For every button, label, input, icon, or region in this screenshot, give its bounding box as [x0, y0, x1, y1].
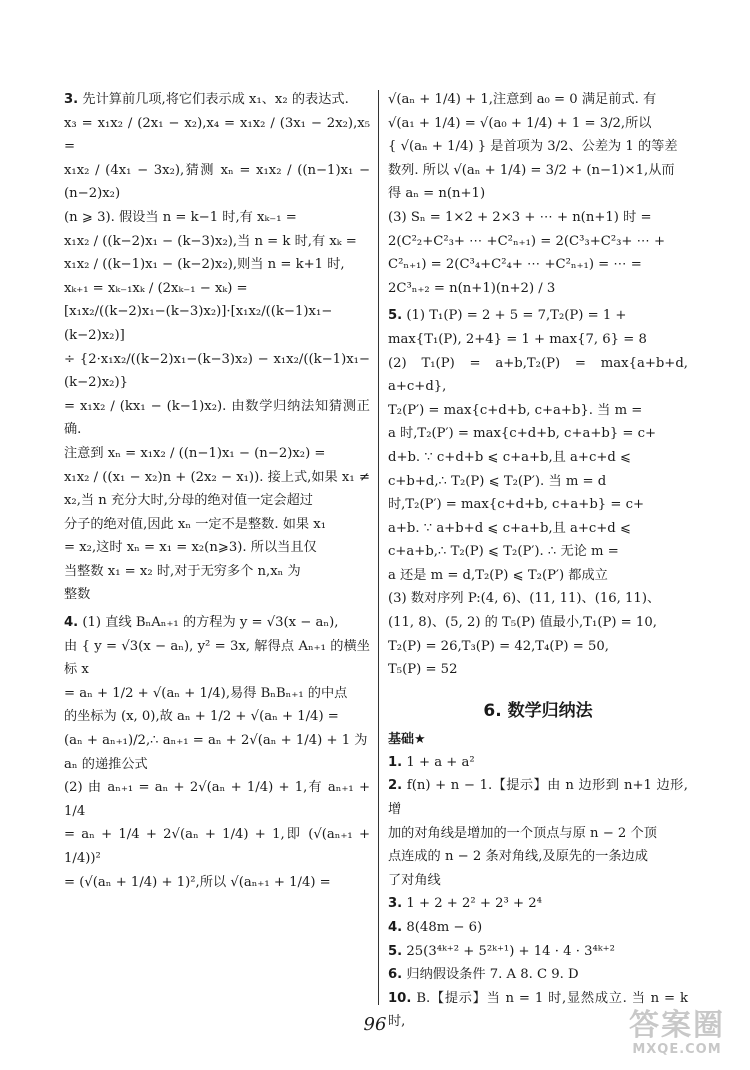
answer-3-line: [x₁x₂/((k−2)x₁−(k−3)x₂)]·[x₁x₂/((k−1)x₁−(k−2)x₂)]: [64, 304, 333, 343]
answer-4-line: 由 { y = √3(x − aₙ), y² = 3x, 解得点 Aₙ₊₁ 的横坐标 x: [64, 638, 370, 678]
right-column: [388, 88, 688, 1034]
answer-5-line: a+b. ∵ a+b+d ⩽ c+a+b,且 a+c+d ⩽: [388, 520, 631, 536]
basic-answers: [388, 751, 688, 1034]
answer-4-line: (2) 由 aₙ₊₁ = aₙ + 2√(aₙ + 1/4) + 1,有 aₙ₊₁ + 1/4: [64, 780, 370, 819]
answer-3-line: ÷ {2·x₁x₂/((k−2)x₁−(k−3)x₂) − x₁x₂/((k−1)x₁−(k−2)x₂)}: [64, 351, 370, 391]
answer-text: 归纳假设条件 7. A 8. C 9. D: [406, 967, 579, 983]
answer-3-line: = x₂,这时 xₙ = x₁ = x₂(n⩾3). 所以当且仅: [64, 540, 317, 556]
answer-4-line: = (√(aₙ + 1/4) + 1)²,所以 √(aₙ₊₁ + 1/4) =: [64, 874, 331, 890]
answer-text: (1) 直线 BₙAₙ₊₁ 的方程为 y = √3(x − aₙ),: [82, 615, 339, 631]
answer-4-line: 数列. 所以 √(aₙ + 1/4) = 3/2 + (n−1)×1,从而: [388, 162, 675, 178]
basic-answer-3: [388, 892, 688, 916]
basic-answer-4: [388, 916, 688, 940]
answer-text: 1 + a + a²: [406, 754, 475, 770]
answer-5-line: T₂(P′) = max{c+d+b, c+a+b}. 当 m =: [388, 402, 643, 418]
answer-text: f(n) + n − 1.【提示】由 n 边形到 n+1 边形,增: [388, 778, 688, 818]
answer-3-line: (n ⩾ 3). 假设当 n = k−1 时,有 xₖ₋₁ =: [64, 209, 297, 225]
answer-number: 4.: [388, 920, 403, 935]
answer-5-line: (2) T₁(P) = a+b,T₂(P) = max{a+b+d, a+c+d},: [388, 355, 688, 395]
answer-number: 3.: [388, 896, 403, 912]
answer-text: 8(48m − 6): [406, 920, 483, 935]
answer-3-line: x₂,当 n 充分大时,分母的绝对值一定会超过: [64, 493, 313, 509]
page-number: 96: [363, 1014, 387, 1035]
answer-number: 2.: [388, 778, 403, 794]
answer-5-line: max{T₁(P), 2+4} = 1 + max{7, 6} = 8: [388, 331, 647, 347]
left-column: [64, 88, 370, 894]
answer-4-continued: [388, 88, 688, 300]
answer-3-line: 分子的绝对值,因此 xₙ 一定不是整数. 如果 x₁: [64, 516, 327, 532]
answer-5-line: c+b+d,∴ T₂(P) ⩽ T₂(P′). 当 m = d: [388, 473, 607, 489]
answer-4-line: √(a₁ + 1/4) = √(a₀ + 1/4) + 1 = 3/2,所以: [388, 115, 652, 131]
answer-5-line: c+a+b,∴ T₂(P) ⩽ T₂(P′). ∴ 无论 m =: [388, 544, 619, 560]
answer-3-line: 注意到 xₙ = x₁x₂ / ((n−1)x₁ − (n−2)x₂) =: [64, 445, 326, 461]
answer-3-line: x₁x₂ / (4x₁ − 3x₂),猜测 xₙ = x₁x₂ / ((n−1)x₁ − (n−2)x₂): [64, 162, 370, 202]
basic-answer-5: [388, 940, 688, 964]
column-divider: [378, 90, 379, 1005]
answer-5-line: T₂(P) = 26,T₃(P) = 42,T₄(P) = 50,: [388, 638, 609, 654]
answer-4: [64, 611, 370, 894]
answer-3: [64, 88, 370, 607]
answer-number: 3.: [64, 92, 79, 107]
answer-5-line: a 时,T₂(P′) = max{c+d+b, c+a+b} = c+: [388, 426, 657, 442]
answer-3-line: = x₁x₂ / (kx₁ − (k−1)x₂). 由数学归纳法知猜测正确.: [64, 398, 370, 438]
answer-text: (1) T₁(P) = 2 + 5 = 7,T₂(P) = 1 +: [406, 308, 627, 324]
answer-number: 5.: [388, 943, 403, 959]
answer-4-line: [64, 611, 370, 635]
basic-answer-1: [388, 751, 688, 775]
watermark-logo: [608, 1010, 746, 1064]
answer-4-line: 的坐标为 (x, 0),故 aₙ + 1/2 + √(aₙ + 1/4) =: [64, 709, 339, 725]
answer-text: 1 + 2 + 2² + 2³ + 2⁴: [406, 896, 542, 912]
answer-5-line: (3) 数对序列 P:(4, 6)、(11, 11)、(16, 11)、: [388, 591, 661, 607]
section-title: 6. 数学归纳法: [483, 700, 593, 721]
basic-answer-2-line: 了对角线: [388, 872, 441, 888]
answer-4-line: = aₙ + 1/4 + 2√(aₙ + 1/4) + 1,即 (√(aₙ₊₁ + 1/4))²: [64, 827, 370, 866]
answer-4-line: 得 aₙ = n(n+1): [388, 186, 486, 202]
answer-3-line: x₁x₂ / ((k−1)x₁ − (k−2)x₂),则当 n = k+1 时,: [64, 257, 345, 273]
answer-4-line: (3) Sₙ = 1×2 + 2×3 + ⋯ + n(n+1) 时 =: [388, 209, 652, 225]
answer-4-line: C²ₙ₊₁) = 2(C³₄+C²₄+ ⋯ +C²ₙ₊₁) = ⋯ =: [388, 257, 642, 273]
watermark-url: MXQE.COM: [632, 1042, 722, 1057]
answer-5-line: d+b. ∵ c+d+b ⩽ c+a+b,且 a+c+d ⩽: [388, 449, 632, 465]
basic-answer-6: [388, 963, 688, 987]
answer-3-line: x₁x₂ / ((k−2)x₁ − (k−3)x₂),当 n = k 时,有 xₖ =: [64, 233, 357, 249]
section-subhead: 基础★: [388, 731, 426, 747]
answer-4-line: 2(C²₂+C²₃+ ⋯ +C²ₙ₊₁) = 2(C³₃+C²₃+ ⋯ +: [388, 233, 666, 249]
answer-number: 10.: [388, 990, 412, 1006]
answer-4-line: (aₙ + aₙ₊₁)/2,∴ aₙ₊₁ = aₙ + 2√(aₙ + 1/4) + 1 为: [64, 733, 368, 749]
basic-answer-2: [388, 774, 688, 821]
answer-3-line: [64, 88, 370, 112]
watermark-text: 答案圈: [629, 1008, 725, 1043]
answer-4-line: 2C³ₙ₊₂ = n(n+1)(n+2) / 3: [388, 280, 556, 296]
answer-5-line: a 还是 m = d,T₂(P) ⩽ T₂(P′) 都成立: [388, 567, 608, 583]
answer-text: 先计算前几项,将它们表示成 x₁、x₂ 的表达式.: [82, 92, 349, 107]
answer-text: B.【提示】当 n = 1 时,显然成立. 当 n = k 时,: [388, 990, 688, 1030]
answer-4-line: √(aₙ + 1/4) + 1,注意到 a₀ = 0 满足前式. 有: [388, 92, 657, 107]
answer-5-line: 时,T₂(P′) = max{c+d+b, c+a+b} = c+: [388, 497, 645, 513]
answer-5-line: (11, 8)、(5, 2) 的 T₅(P) 值最小,T₁(P) = 10,: [388, 615, 657, 631]
answer-4-line: = aₙ + 1/2 + √(aₙ + 1/4),易得 BₙBₙ₊₁ 的中点: [64, 685, 348, 701]
answer-number: 5.: [388, 308, 403, 324]
answer-number: 1.: [388, 754, 403, 770]
answer-5-line: [388, 304, 688, 328]
answer-4-line: aₙ 的递推公式: [64, 756, 148, 772]
basic-answer-2-line: 加的对角线是增加的一个顶点与原 n − 2 个顶: [388, 825, 657, 841]
answer-3-line: 当整数 x₁ = x₂ 时,对于无穷多个 n,xₙ 为: [64, 563, 301, 579]
answer-3-line: x₃ = x₁x₂ / (2x₁ − x₂),x₄ = x₁x₂ / (3x₁ − 2x₂),x₅ =: [64, 115, 370, 155]
answer-number: 6.: [388, 967, 403, 983]
answer-3-line: 整数: [64, 587, 91, 603]
answer-number: 4.: [64, 615, 79, 631]
answer-3-line: xₖ₊₁ = xₖ₋₁xₖ / (2xₖ₋₁ − xₖ) =: [64, 280, 248, 296]
answer-4-line: { √(aₙ + 1/4) } 是首项为 3/2、公差为 1 的等差: [388, 139, 678, 155]
basic-answer-2-line: 点连成的 n − 2 条对角线,及原先的一条边成: [388, 849, 648, 865]
answer-text: 25(3⁴ᵏ⁺² + 5²ᵏ⁺¹) + 14 · 4 · 3⁴ᵏ⁺²: [406, 943, 615, 959]
answer-3-line: x₁x₂ / ((x₁ − x₂)n + (2x₂ − x₁)). 接上式,如果 x₁ ≠: [64, 469, 370, 485]
answer-5: [388, 304, 688, 682]
answer-5-line: T₅(P) = 52: [388, 662, 458, 678]
